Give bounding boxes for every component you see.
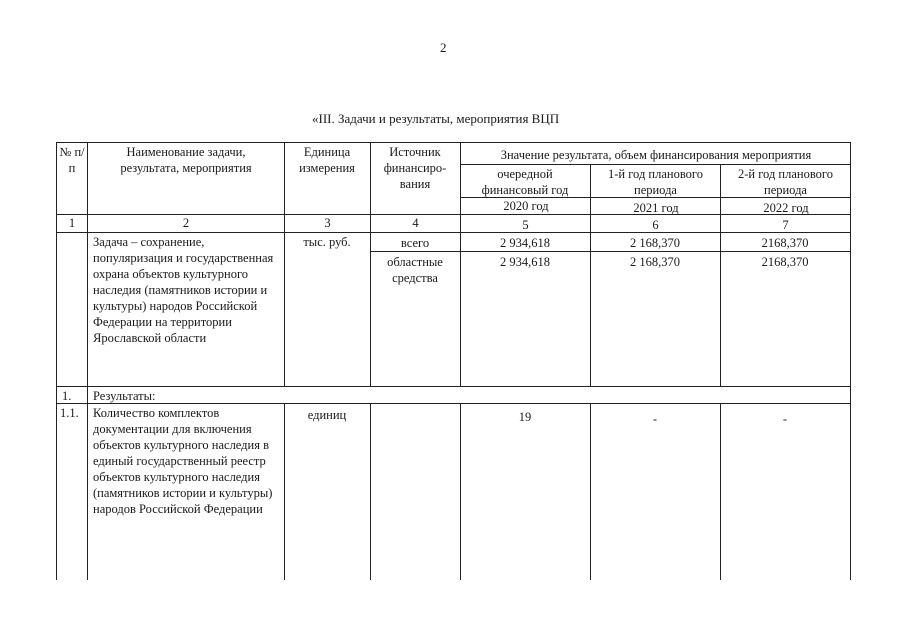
header-col5: очередной финансовый год bbox=[481, 167, 569, 197]
header-unit: Единица измерения bbox=[299, 145, 355, 175]
col-border-6 bbox=[720, 164, 721, 386]
col-border-6b bbox=[720, 403, 721, 580]
col-border-5b bbox=[590, 403, 591, 580]
table-border-top bbox=[56, 142, 851, 143]
colnum-6: 6 bbox=[652, 218, 659, 232]
header-year6: 2021 год bbox=[633, 201, 679, 215]
result-1-v5: 19 bbox=[518, 410, 532, 424]
col-border-left bbox=[56, 142, 57, 580]
header-col7: 2-й год планового периода bbox=[738, 167, 833, 197]
header-year5: 2020 год bbox=[503, 199, 549, 213]
task-regional-v6: 2 168,370 bbox=[630, 255, 680, 269]
colnum-4: 4 bbox=[412, 216, 419, 230]
task-total-v5: 2 934,618 bbox=[500, 236, 550, 250]
value-group-line bbox=[460, 164, 851, 165]
task-unit: тыс. руб. bbox=[303, 235, 351, 249]
header-num: № п/п bbox=[59, 145, 85, 175]
task-source-total: всего bbox=[400, 236, 430, 250]
col-border-3b bbox=[370, 403, 371, 580]
col-border-right bbox=[850, 142, 851, 580]
colnum-5: 5 bbox=[522, 218, 529, 232]
colnum-7: 7 bbox=[782, 218, 789, 232]
col-border-1 bbox=[87, 142, 88, 580]
col-border-4 bbox=[460, 142, 461, 386]
task-name: Задача – сохранение, популяризация и государственная охрана объектов культурного наследия (памятников истории и культуры) народов Российской Федерации на территории Ярославской области bbox=[93, 235, 274, 345]
task-bottom-line bbox=[56, 386, 851, 387]
result-1-v7: - bbox=[782, 412, 788, 426]
header-col6: 1-й год планового периода bbox=[608, 167, 703, 197]
colnum-2: 2 bbox=[182, 216, 190, 230]
task-total-line bbox=[370, 251, 851, 252]
task-total-v6: 2 168,370 bbox=[630, 236, 680, 250]
results-label: Результаты: bbox=[93, 389, 156, 403]
header-value-group: Значение результата, объем финансирования мероприятия bbox=[500, 148, 812, 162]
section-title: «III. Задачи и результаты, мероприятия ВЦП bbox=[312, 111, 560, 126]
colnum-1: 1 bbox=[68, 216, 76, 230]
col-border-2b bbox=[284, 403, 285, 580]
header-year7: 2022 год bbox=[763, 201, 809, 215]
task-regional-v5: 2 934,618 bbox=[500, 255, 550, 269]
result-1-v6: - bbox=[652, 412, 658, 426]
header-name: Наименование задачи, результата, мероприятия bbox=[120, 145, 252, 175]
result-1-unit: единиц bbox=[307, 408, 347, 422]
task-source-regional: областные средства bbox=[387, 255, 443, 285]
col-border-2 bbox=[284, 142, 285, 386]
results-num: 1. bbox=[62, 389, 72, 403]
col-border-5 bbox=[590, 164, 591, 386]
page-number: 2 bbox=[440, 40, 447, 55]
result-1-name: Количество комплектов документации для включения объектов культурного наследия в единый государственный реестр объектов культурного наследия (памятников истории и культуры) народов Российской Федерации bbox=[93, 406, 273, 516]
col-border-3 bbox=[370, 142, 371, 386]
col-border-4b bbox=[460, 403, 461, 580]
header-source: Источник финансиро-вания bbox=[383, 145, 447, 191]
colnum-3: 3 bbox=[324, 216, 331, 230]
task-regional-v7: 2168,370 bbox=[761, 255, 809, 269]
result-1-num: 1.1. bbox=[60, 406, 79, 420]
task-total-v7: 2168,370 bbox=[761, 236, 809, 250]
